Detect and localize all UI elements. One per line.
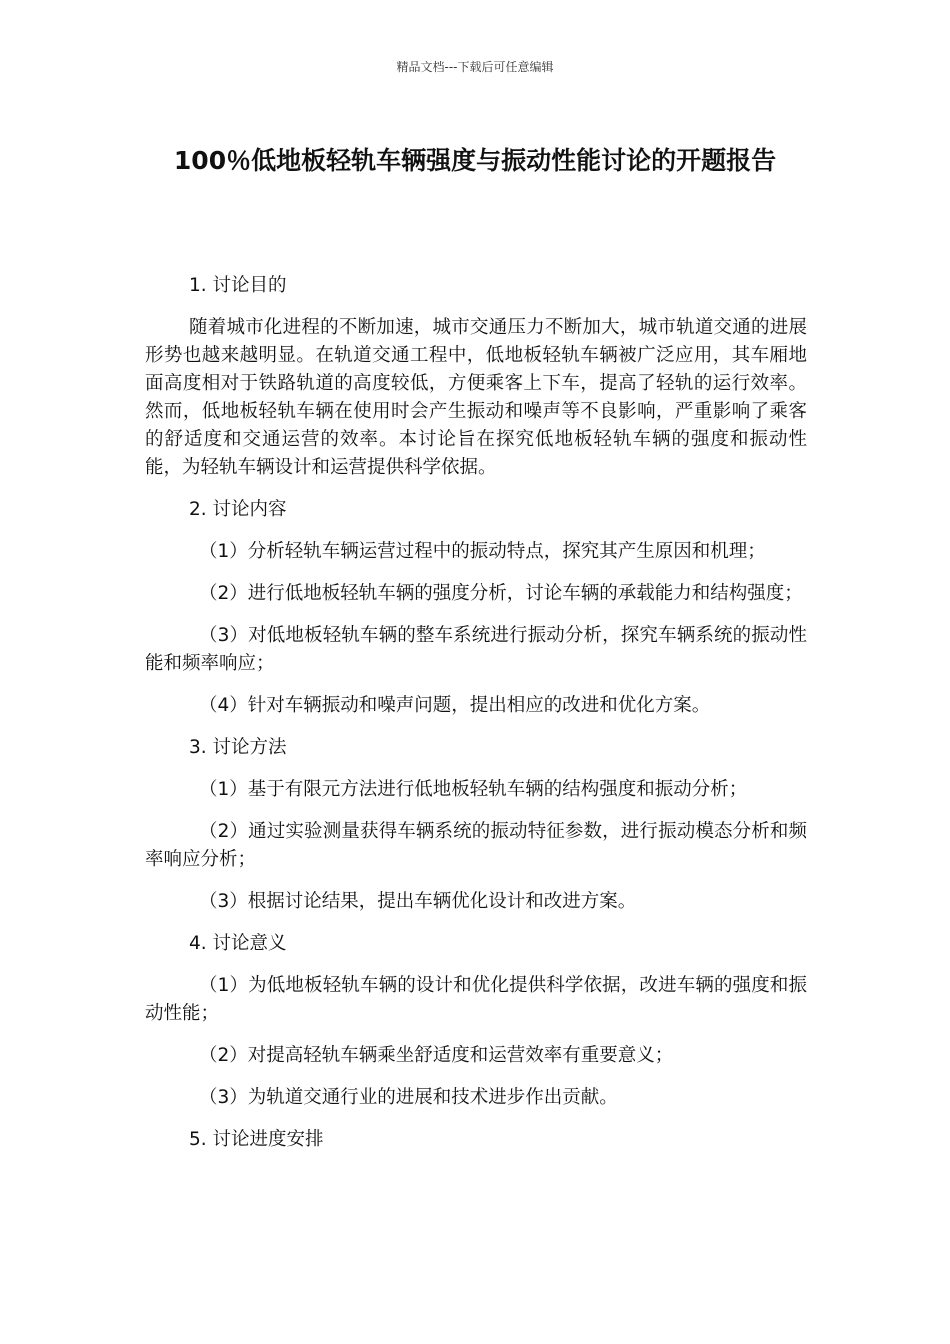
document-title: 100％低地板轻轨车辆强度与振动性能讨论的开题报告 [173, 146, 777, 175]
page-header: 精品文档---下载后可任意编辑 [396, 60, 554, 74]
section-significance [145, 930, 807, 1112]
section-heading: 2. 讨论内容 [189, 499, 287, 520]
section-content [145, 496, 807, 720]
document-body [145, 272, 807, 1168]
section-heading: 5. 讨论进度安排 [189, 1129, 324, 1150]
list-item: （2）对提高轻轨车辆乘坐舒适度和运营效率有重要意义； [199, 1045, 674, 1066]
list-item: （3）对低地板轻轨车辆的整车系统进行振动分析，探究车辆系统的振动性能和频率响应； [145, 625, 807, 674]
section-heading: 3. 讨论方法 [189, 737, 287, 758]
list-item: （2）进行低地板轻轨车辆的强度分析，讨论车辆的承载能力和结构强度； [199, 583, 803, 604]
section-purpose [145, 272, 807, 482]
list-item: （3）为轨道交通行业的进展和技术进步作出贡献。 [199, 1087, 618, 1108]
list-item: （4）针对车辆振动和噪声问题，提出相应的改进和优化方案。 [199, 695, 711, 716]
section-heading: 1. 讨论目的 [189, 275, 287, 296]
list-item: （2）通过实验测量获得车辆系统的振动特征参数，进行振动模态分析和频率响应分析； [145, 821, 807, 870]
list-item: （1）为低地板轻轨车辆的设计和优化提供科学依据，改进车辆的强度和振动性能； [145, 975, 807, 1024]
section-schedule [145, 1126, 807, 1154]
section-heading: 4. 讨论意义 [189, 933, 287, 954]
list-item: （1）基于有限元方法进行低地板轻轨车辆的结构强度和振动分析； [199, 779, 748, 800]
list-item: （3）根据讨论结果，提出车辆优化设计和改进方案。 [199, 891, 637, 912]
list-item: （1）分析轻轨车辆运营过程中的振动特点，探究其产生原因和机理； [199, 541, 766, 562]
section-method [145, 734, 807, 916]
section-paragraph: 随着城市化进程的不断加速，城市交通压力不断加大，城市轨道交通的进展形势也越来越明显。在轨道交通工程中，低地板轻轨车辆被广泛应用，其车厢地面高度相对于铁路轨道的高度较低，方便乘客上下车，提高了轻轨的运行效率。然而，低地板轻轨车辆在使用时会产生振动和噪声等不良影响，严重影响了乘客的舒适度和交通运营的效率。本讨论旨在探究低地板轻轨车辆的强度和振动性能，为轻轨车辆设计和运营提供科学依据。 [145, 317, 807, 478]
